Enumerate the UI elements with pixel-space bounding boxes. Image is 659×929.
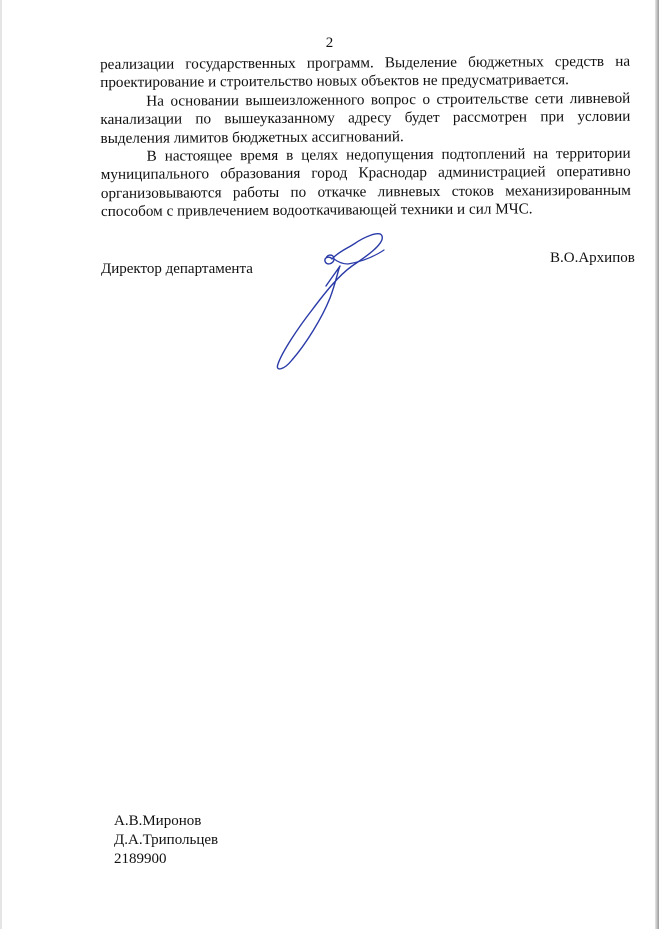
- signatory-name: В.О.Архипов: [550, 250, 635, 266]
- handwritten-signature: [268, 228, 398, 378]
- signatory-title: Директор департамента: [101, 261, 253, 277]
- page-number: 2: [325, 35, 334, 51]
- paragraph-construction-condition: На основании вышеизложенного вопрос о строительстве сети ливневой канализации по вышеуказанному адресу будет рассмотрен при условии выделения лимитов бюджетных ассигнований.: [100, 89, 631, 147]
- paragraph-current-measures: В настоящее время в целях недопущения подтоплений на территории муниципального образования город Краснодар администрацией оперативно организовываются работы по откачке ливневых стоков механизированным способом с привлечением водооткачивающей техники и сил МЧС.: [100, 144, 631, 221]
- scan-edge-right: [655, 0, 659, 929]
- letter-body: [100, 53, 631, 222]
- executors-block: [114, 812, 218, 869]
- executor-name-2: Д.А.Трипольцев: [114, 832, 219, 848]
- scan-edge-left: [0, 0, 2, 929]
- paragraph-continuation: реализации государственных программ. Выделение бюджетных средств на проектирование и строительство новых объектов не предусматривается.: [100, 52, 631, 92]
- executor-phone: 2189900: [114, 851, 167, 867]
- executor-name-1: А.В.Миронов: [114, 813, 202, 829]
